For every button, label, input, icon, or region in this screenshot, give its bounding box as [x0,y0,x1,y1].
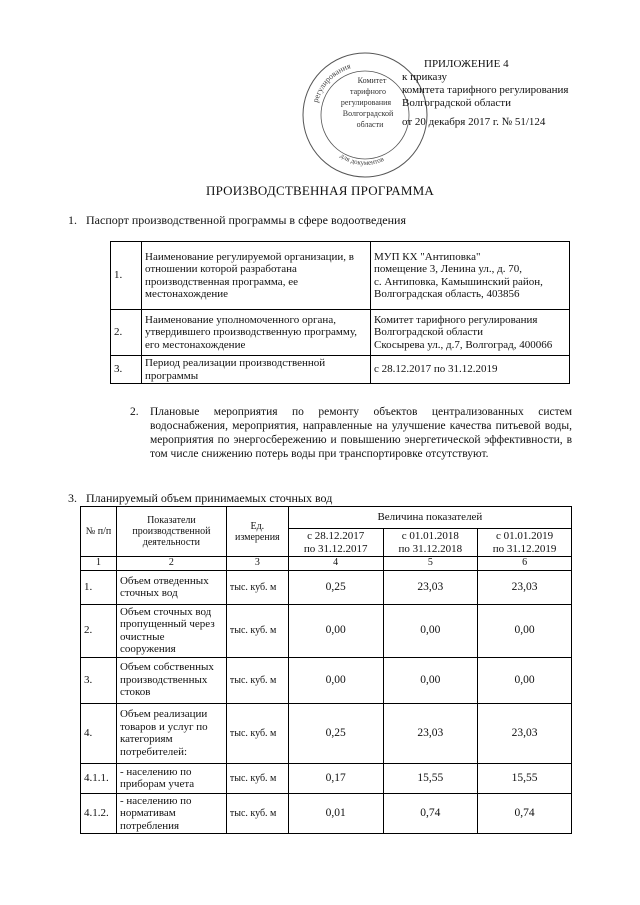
row-value: 0,25 [288,703,383,763]
section-2-text: Плановые мероприятия по ремонту объектов централизованных систем водоснабжения, мероприятия, направленные на улучшение качества питьевой воды, мероприятия по энергосбережению и повышению энергетической эффективности, в том числе снижению потерь воды при транспортировке отсутствуют. [150,406,572,460]
section-2-number: 2. [130,406,139,418]
page-title: ПРОИЗВОДСТВЕННАЯ ПРОГРАММА [206,183,434,198]
table-row [81,604,572,657]
row-num: 4. [81,703,117,763]
svg-text:для документов [339,152,386,167]
period-from: с 01.01.2018 [401,530,459,542]
header-value: Величина показателей [288,507,571,529]
stamp-line-3: регулирования [340,98,392,107]
row-num: 3. [81,657,117,703]
stamp-ring-top: регулирования [310,61,352,104]
passport-num: 2. [111,310,142,356]
row-value: 15,55 [478,763,572,793]
period-to: по 31.12.2019 [492,542,557,555]
section-1-heading [68,213,406,228]
stamp-line-4: Волгоградской [342,109,394,118]
row-num: 1. [81,570,117,604]
stamp-ring-bottom: для документов [338,151,386,168]
passport-num: 1. [111,242,142,310]
column-index-row [81,557,572,571]
value-line: Волгоградская область, 403856 [374,288,520,300]
table-row [81,703,572,763]
row-value: 0,74 [383,793,478,834]
table-row [81,570,572,604]
section-1-number: 1. [68,213,77,227]
value-line: с 28.12.2017 по 31.12.2019 [374,363,498,376]
col-index: 2 [116,557,226,571]
col-index: 4 [288,557,383,571]
volume-table [80,506,572,834]
document-header [380,58,568,129]
row-value: 0,17 [288,763,383,793]
table-header-row [81,507,572,529]
row-value: 0,00 [478,604,572,657]
header-period [383,529,478,557]
committee-label: комитета тарифного регулирования [402,84,569,96]
row-num: 4.1.1. [81,763,117,793]
period-from: с 01.01.2019 [496,530,554,542]
row-name: Объем сточных вод пропущенный через очистные сооружения [116,604,226,657]
period-from: с 28.12.2017 [307,530,365,542]
passport-table [110,241,570,384]
region-label: Волгоградской области [402,97,511,109]
value-line: Скосырева ул., д.7, Волгоград, 400066 [374,338,553,351]
row-unit: тыс. куб. м [226,604,288,657]
value-line: Волгоградской области [374,326,483,339]
value-line: Комитет тарифного регулирования [374,313,538,326]
row-unit: тыс. куб. м [226,793,288,834]
row-num: 4.1.2. [81,793,117,834]
value-line: МУП КХ "Антиповка" [374,250,481,263]
order-label: к приказу [402,71,448,83]
row-name: Объем реализации товаров и услуг по категориям потребителей: [116,703,226,763]
passport-num: 3. [111,356,142,384]
stamp-line-5: области [356,120,384,129]
header-period [478,529,572,557]
row-value: 0,00 [478,657,572,703]
row-value: 23,03 [383,703,478,763]
section-3-heading [68,491,332,506]
row-name: Объем отведенных сточных вод [116,570,226,604]
passport-value [371,310,570,356]
section-3-title: Планируемый объем принимаемых сточных вод [86,491,333,505]
row-value: 0,01 [288,793,383,834]
header-period [288,529,383,557]
header-num: № п/п [81,507,117,557]
row-unit: тыс. куб. м [226,570,288,604]
section-3-number: 3. [68,491,77,505]
row-name: - населению по нормативам потребления [116,793,226,834]
value-line: с. Антиповка, Камышинский район, [374,275,543,288]
period-to: по 31.12.2018 [398,542,463,555]
row-name: Объем собственных производственных стоков [116,657,226,703]
row-value: 0,00 [383,604,478,657]
col-index: 1 [81,557,117,571]
passport-label: Наименование регулируемой организации, в отношении которой разработана производственная программа, ее местонахождение [142,242,371,310]
row-value: 0,00 [288,604,383,657]
section-2-paragraph [130,405,572,461]
col-index: 5 [383,557,478,571]
passport-row [111,242,570,310]
row-value: 15,55 [383,763,478,793]
table-row [81,793,572,834]
header-unit: Ед. измерения [226,507,288,557]
row-unit: тыс. куб. м [226,763,288,793]
passport-row [111,356,570,384]
col-index: 6 [478,557,572,571]
table-row [81,763,572,793]
passport-value [371,242,570,310]
row-unit: тыс. куб. м [226,703,288,763]
header-indicator: Показатели производственной деятельности [116,507,226,557]
col-index: 3 [226,557,288,571]
passport-label: Период реализации производственной программы [142,356,371,384]
row-value: 0,25 [288,570,383,604]
passport-value [371,356,570,384]
appendix-label: ПРИЛОЖЕНИЕ 4 [424,58,509,70]
row-value: 0,00 [288,657,383,703]
passport-label: Наименование уполномоченного органа, утвердившего производственную программу, его местонахождение [142,310,371,356]
row-value: 23,03 [478,703,572,763]
section-1-title: Паспорт производственной программы в сфере водоотведения [86,213,406,227]
passport-row [111,310,570,356]
row-unit: тыс. куб. м [226,657,288,703]
period-to: по 31.12.2017 [303,542,368,555]
stamp-line-2: тарифного [350,87,386,96]
row-value: 23,03 [478,570,572,604]
row-value: 23,03 [383,570,478,604]
row-name: - населению по приборам учета [116,763,226,793]
value-line: помещение 3, Ленина ул., д. 70, [374,263,522,275]
row-value: 0,00 [383,657,478,703]
order-date: от 20 декабря 2017 г. № 51/124 [402,116,546,128]
table-row [81,657,572,703]
stamp-line-1: Комитет [357,76,387,85]
row-num: 2. [81,604,117,657]
row-value: 0,74 [478,793,572,834]
